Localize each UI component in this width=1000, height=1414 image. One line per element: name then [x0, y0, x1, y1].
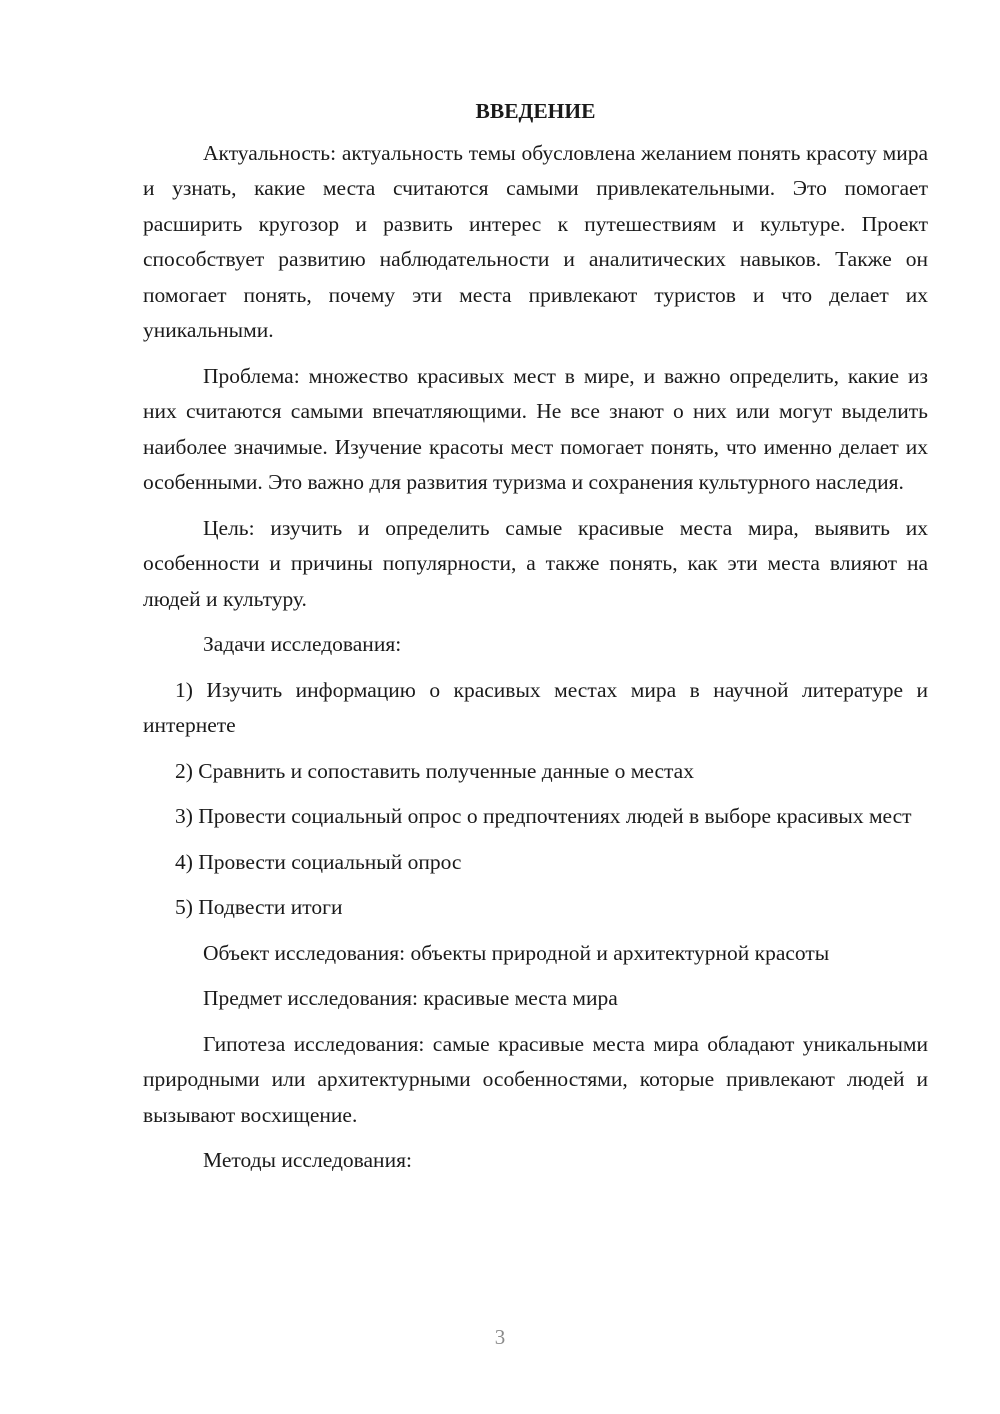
page-number: 3 — [494, 1325, 506, 1349]
paragraph-tasks-heading: Задачи исследования: — [203, 632, 402, 656]
document-page — [143, 94, 928, 1189]
task-item: 3) Провести социальный опрос о предпочтениях людей в выборе красивых мест — [175, 804, 912, 828]
section-title: ВВЕДЕНИЕ — [475, 99, 596, 123]
task-item: 5) Подвести итоги — [175, 895, 343, 919]
paragraph-methods: Методы исследования: — [203, 1148, 412, 1172]
task-item: 1) Изучить информацию о красивых местах мира в научной литературе и интернете — [143, 677, 928, 737]
paragraph-goal: Цель: изучить и определить самые красивые места мира, выявить их особенности и причины популярности, а также понять, как эти места влияют на людей и культуру. — [143, 515, 928, 611]
task-item: 4) Провести социальный опрос — [175, 849, 462, 874]
task-item: 2) Сравнить и сопоставить полученные данные о местах — [175, 758, 694, 783]
paragraph-problem: Проблема: множество красивых мест в мире, и важно определить, какие из них считаются самыми впечатляющими. Не все знают о них или могут выделить наиболее значимые. Изучение красоты мест помогает понять, что именно делает их особенными. Это важно для развития туризма и сохранения культурного наследия. — [143, 363, 928, 494]
paragraph-relevance: Актуальность: актуальность темы обусловлена желанием понять красоту мира и узнать, какие места считаются самыми привлекательными. Это помогает расширить кругозор и развить интерес к путешествиям и культуре. Проект способствует развитию наблюдательности и аналитических навыков. Также он помогает понять, почему эти места привлекают туристов и что делает их уникальными. — [143, 140, 928, 342]
paragraph-object: Объект исследования: объекты природной и архитектурной красоты — [203, 940, 830, 965]
paragraph-subject: Предмет исследования: красивые места мира — [203, 986, 618, 1010]
paragraph-hypothesis: Гипотеза исследования: самые красивые места мира обладают уникальными природными или архитектурными особенностями, которые привлекают людей и вызывают восхищение. — [143, 1031, 928, 1127]
